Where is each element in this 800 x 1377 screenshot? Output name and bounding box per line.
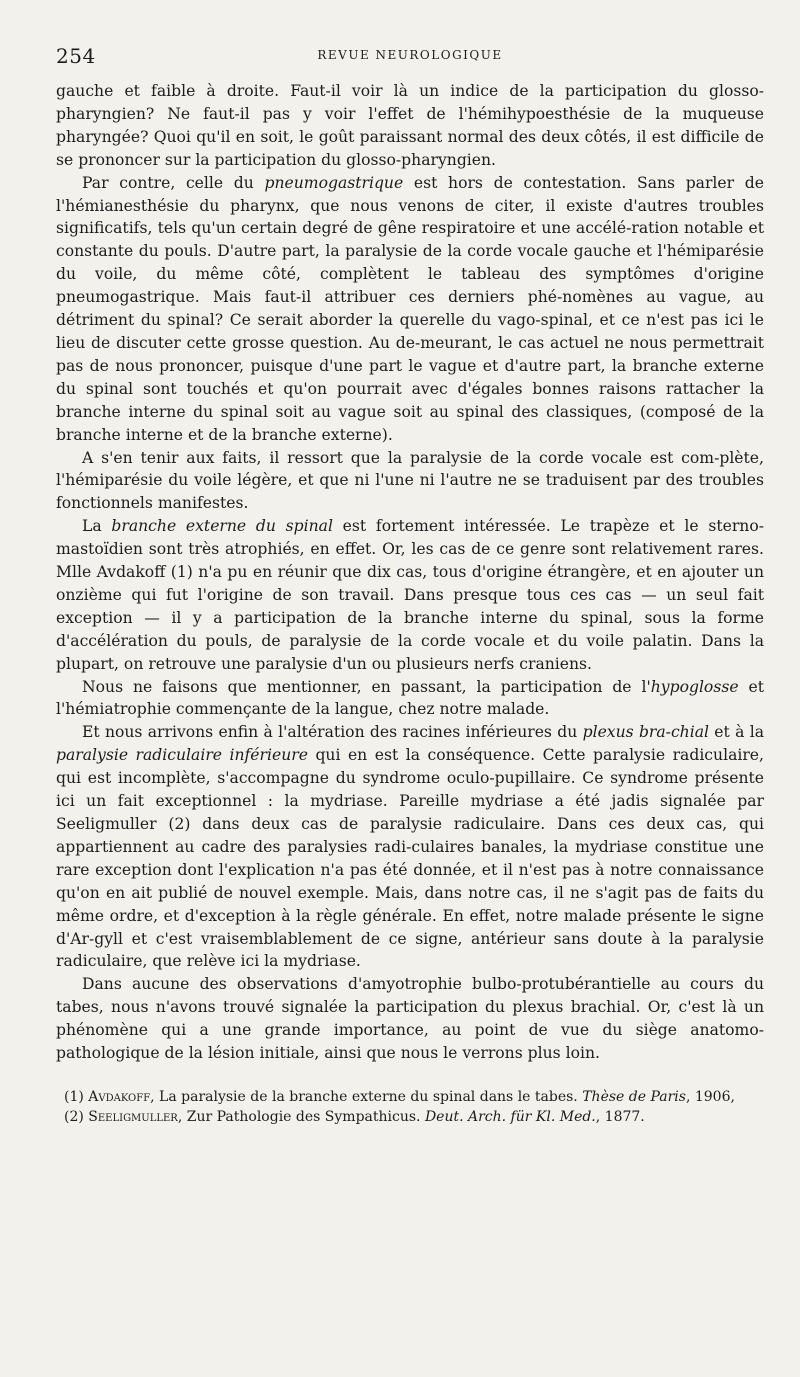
page-number: 254: [56, 44, 96, 68]
body-text: [56, 80, 764, 1065]
footnote-text-segment: Deut. Arch. für Kl. Med.: [424, 1108, 596, 1125]
paragraph-1: [56, 80, 764, 172]
footnote-text-segment: (1): [64, 1088, 89, 1105]
paragraph-text-segment: gauche et faible à droite. Faut-il voir là un indice de la participation du glosso-pharyngien? Ne faut-il pas y voir l'effet de l'hémihypoesthésie de la muqueuse pharyngée? Quoi qu'il en soit, le goût paraissant normal des deux côtés, il est difficile de se prononcer sur la participation du glosso-pharyngien.: [56, 82, 764, 169]
footnotes: [56, 1087, 764, 1127]
footnote-text-segment: , Zur Pathologie des Sympathicus.: [177, 1108, 425, 1125]
paragraph-text-segment: et l'hémiatrophie commençante de la langue, chez notre malade.: [56, 677, 764, 719]
footnote-text-segment: , 1877.: [595, 1108, 645, 1125]
paragraph-4: [56, 515, 764, 675]
footnote-2: [56, 1107, 764, 1127]
footnote-text-segment: , La paralysie de la branche externe du spinal dans le tabes.: [150, 1088, 583, 1105]
paragraph-text-segment: plexus bra-chial: [582, 723, 709, 742]
footnote-text-segment: , 1906,: [685, 1088, 735, 1105]
paragraph-text-segment: Nous ne faisons que mentionner, en passant, la participation de l': [82, 677, 651, 696]
running-title: REVUE NEUROLOGIQUE: [317, 48, 503, 62]
footnote-1: [56, 1087, 764, 1107]
paragraph-text-segment: paralysie radiculaire inférieure: [56, 746, 308, 765]
paragraph-text-segment: A s'en tenir aux faits, il ressort que la paralysie de la corde vocale est com-plète, l'hémiparésie du voile légère, et que ni l'une ni l'autre ne se traduisent par des troubles fonctionnels manifestes.: [56, 448, 764, 513]
footnote-text-segment: Seeligmuller: [88, 1108, 178, 1125]
footnote-text-segment: Thèse de Paris: [582, 1088, 686, 1105]
paragraph-text-segment: pneumogastrique: [264, 173, 404, 192]
paragraph-2: [56, 172, 764, 447]
paragraph-text-segment: hypoglosse: [650, 677, 739, 696]
paragraph-text-segment: qui en est la conséquence. Cette paralysie radiculaire, qui est incomplète, s'accompagne du syndrome oculo-pupillaire. Ce syndrome présente ici un fait exceptionnel : la mydriase. Pareille mydriase a été jadis signalée par Seeligmuller (2) dans deux cas de paralysie radiculaire. Dans ces deux cas, qui appartiennent au cadre des paralysies radi-culaires banales, la mydriase constitue une rare exception dont l'explication n'a pas été donnée, et il n'est pas à notre connaissance qu'on en ait publié de nouvel exemple. Mais, dans notre cas, il ne s'agit pas de faits du même ordre, et d'exception à la règle générale. En effet, notre malade présente le signe d'Ar-gyll et c'est vraisemblablement de ce signe, antérieur sans doute à la paralysie radiculaire, que relève ici la mydriase.: [56, 746, 764, 971]
page-header: [56, 40, 764, 80]
paragraph-6: [56, 721, 764, 973]
paragraph-text-segment: Par contre, celle du: [82, 173, 265, 192]
paragraph-text-segment: est fortement intéressée. Le trapèze et le sterno-mastoïdien sont très atrophiés, en effet. Or, les cas de ce genre sont relativement rares. Mlle Avdakoff (1) n'a pu en réunir que dix cas, tous d'origine étrangère, et en ajouter un onzième qui fut l'origine de son travail. Dans presque tous ces cas — un seul fait exception — il y a participation de la branche interne du spinal, sous la forme d'accélération du pouls, de paralysie de la corde vocale et du voile palatin. Dans la plupart, on retrouve une paralysie d'un ou plusieurs nerfs craniens.: [56, 517, 765, 673]
paragraph-7: [56, 973, 764, 1065]
paragraph-text-segment: branche externe du spinal: [111, 517, 333, 536]
paragraph-text-segment: Et nous arrivons enfin à l'altération des racines inférieures du: [82, 723, 583, 742]
paragraph-text-segment: Dans aucune des observations d'amyotrophie bulbo-protubérantielle au cours du tabes, nous n'avons trouvé signalée la participation du plexus brachial. Or, c'est là un phénomène qui a une grande importance, au point de vue du siège anatomo-pathologique de la lésion initiale, ainsi que nous le verrons plus loin.: [56, 975, 764, 1063]
paragraph-text-segment: est hors de contestation. Sans parler de l'hémianesthésie du pharynx, que nous venons de citer, il existe d'autres troubles significatifs, tels qu'un certain degré de gêne respiratoire et une accélé-ration notable et constante du pouls. D'autre part, la paralysie de la corde vocale gauche et l'hémiparésie du voile, du même côté, complètent le tableau des symptômes d'origine pneumogastrique. Mais faut-il attribuer ces derniers phé-nomènes au vague, au détriment du spinal? Ce serait aborder la querelle du vago-spinal, et ce n'est pas ici le lieu de discuter cette grosse question. Au de-meurant, le cas actuel ne nous permettrait pas de nous prononcer, puisque d'une part le vague et d'autre part, la branche externe du spinal sont touchés et qu'on pourrait avec d'égales bonnes raisons rattacher la branche interne du spinal soit au vague soit au spinal des classiques, (composé de la branche interne et de la branche externe).: [56, 173, 764, 444]
paragraph-5: [56, 676, 764, 722]
paragraph-text-segment: La: [82, 517, 112, 536]
paragraph-3: [56, 447, 764, 516]
footnote-text-segment: (2): [64, 1108, 89, 1125]
paragraph-text-segment: et à la: [709, 723, 765, 742]
footnote-text-segment: Avdakoff: [88, 1088, 151, 1105]
